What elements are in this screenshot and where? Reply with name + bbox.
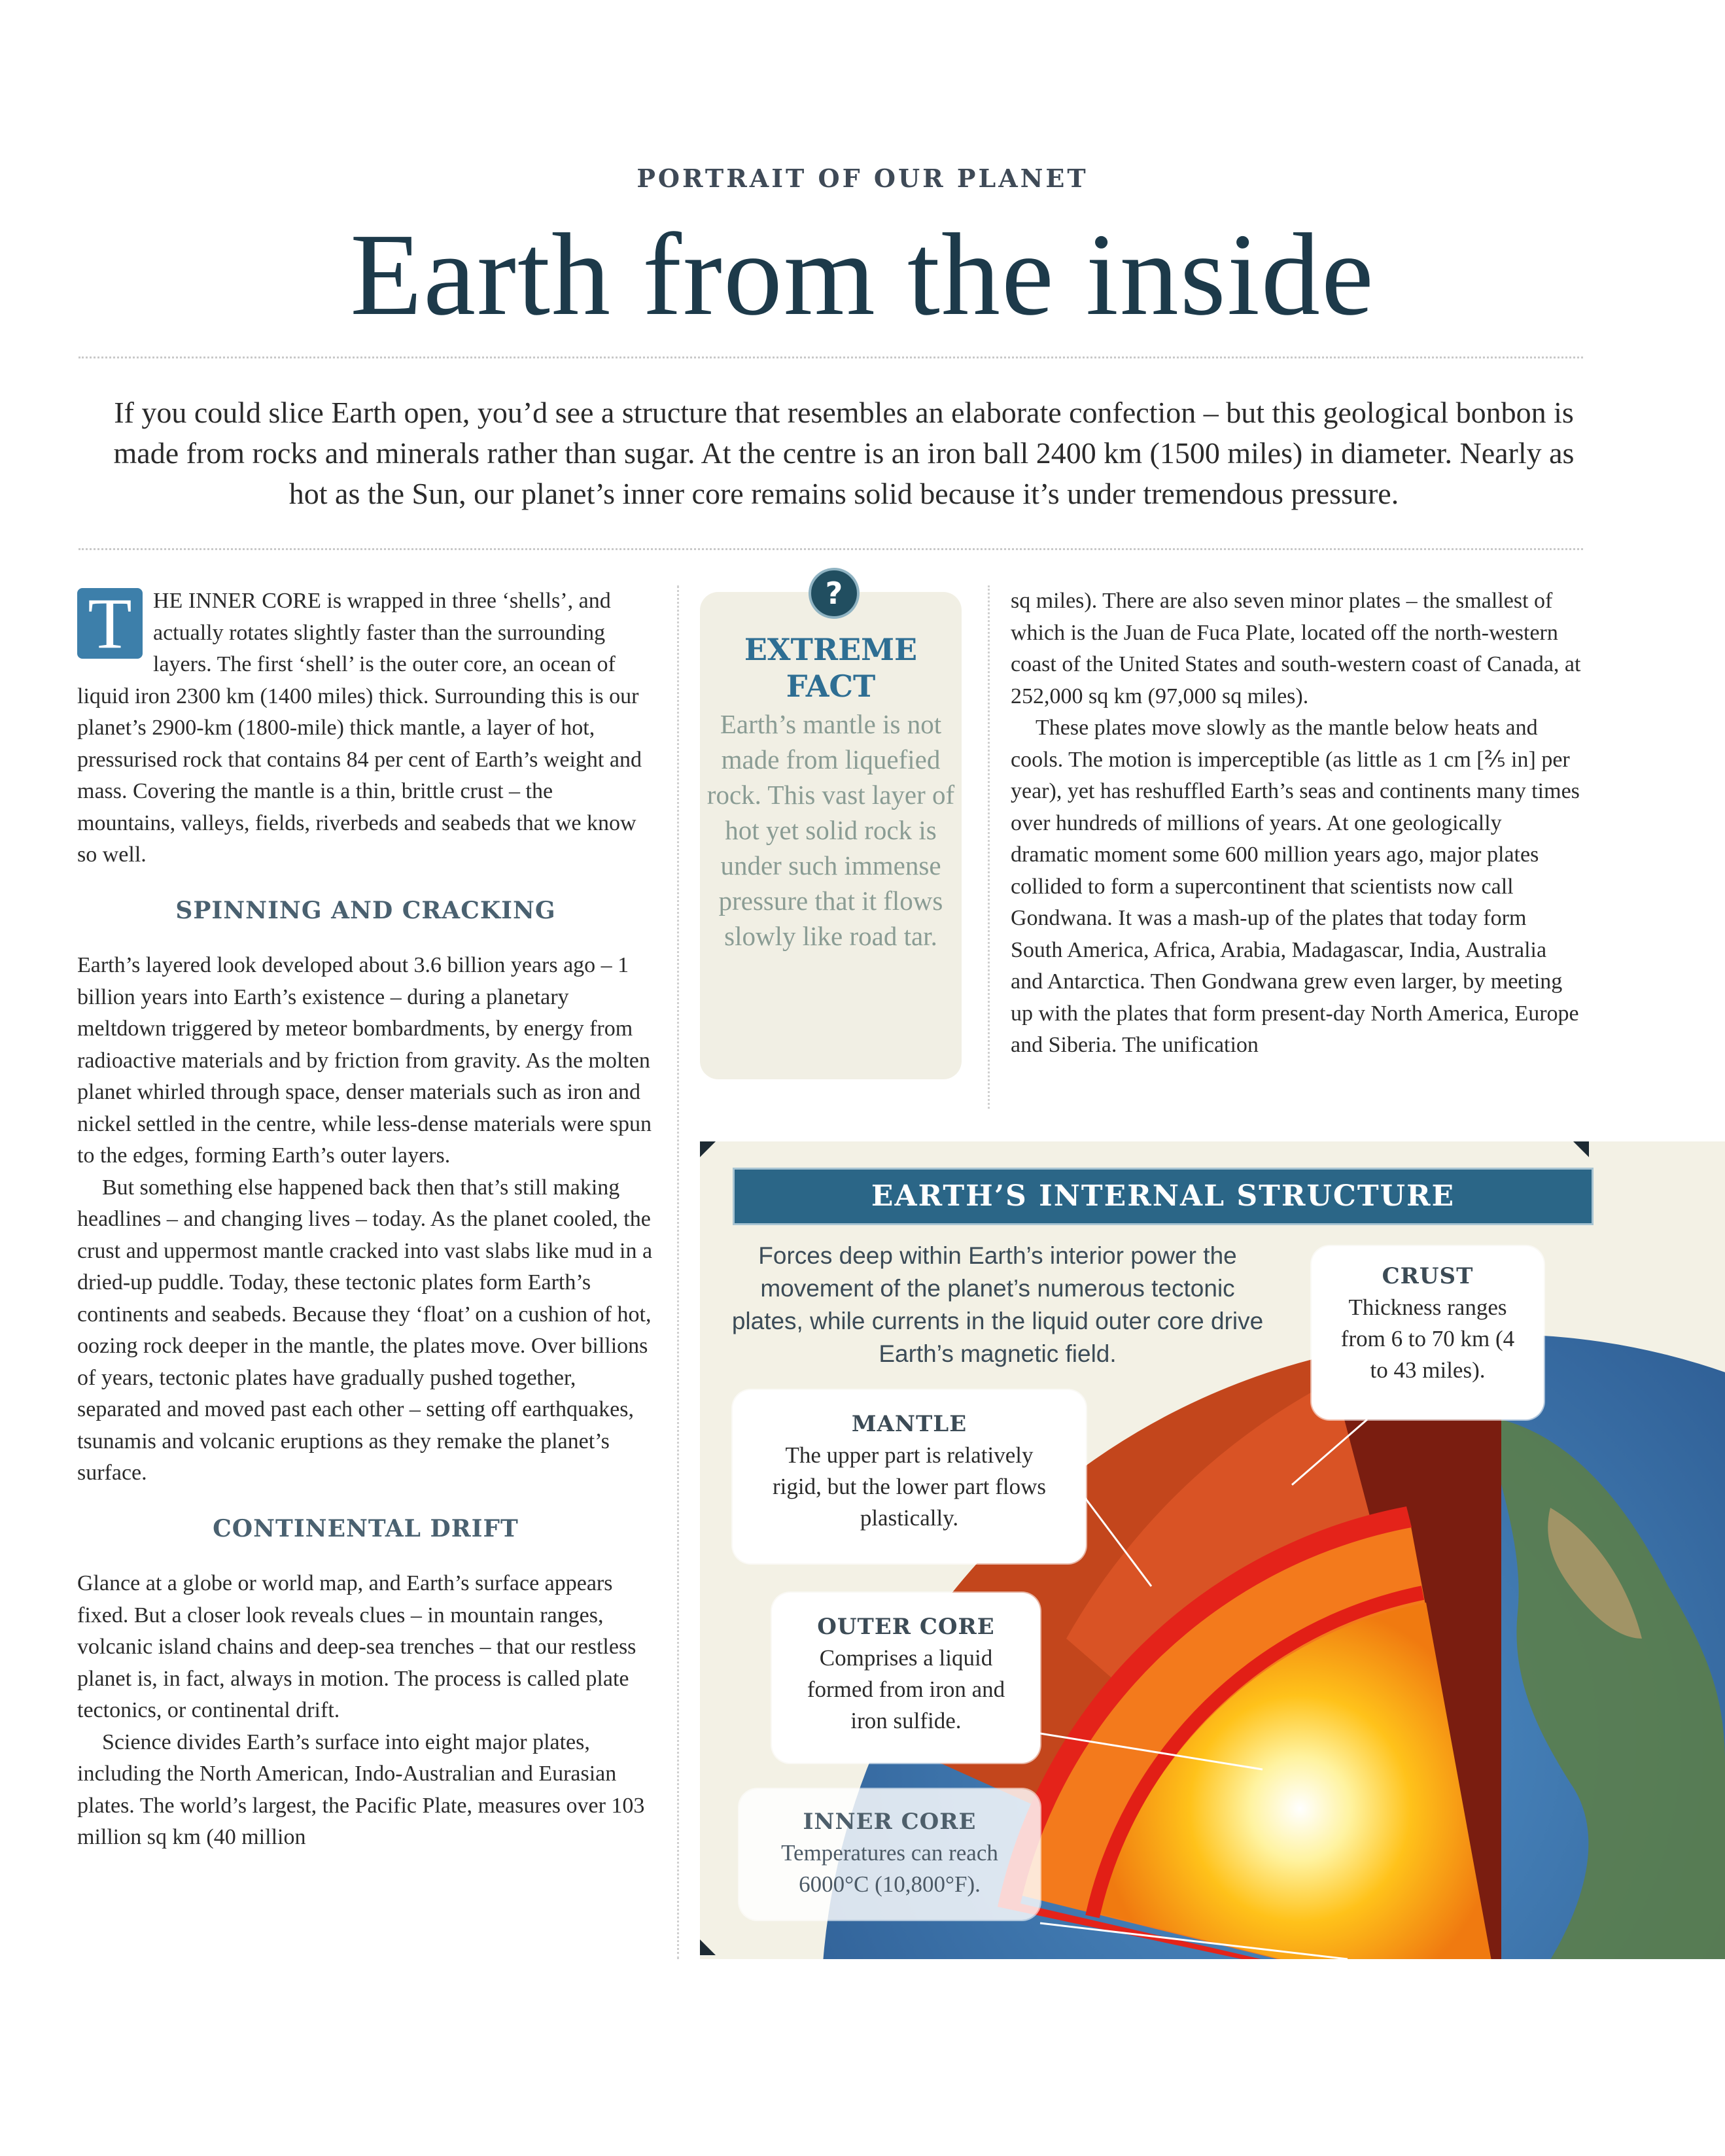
intro-divider xyxy=(78,548,1583,550)
crust-label-body: Thickness ranges from 6 to 70 km (4 to 43 miles). xyxy=(1340,1295,1515,1383)
drop-cap: T xyxy=(77,588,143,659)
column-right xyxy=(1011,585,1583,1062)
extreme-fact-heading: EXTREME FACT xyxy=(744,632,918,704)
section-kicker: PORTRAIT OF OUR PLANET xyxy=(636,164,1089,193)
opening-paragraph xyxy=(77,585,654,871)
crust-label xyxy=(1312,1246,1544,1419)
extreme-fact-text: Earth’s mantle is not made from liquefied rock. This vast layer of hot yet solid rock is under such immense pressure that it flows slowly like road tar. xyxy=(706,709,955,951)
paragraph-globe: Glance at a globe or world map, and Earth’s surface appears fixed. But a closer look reveals clues – in mountain ranges, volcanic island chains and deep-sea trenches – that our restless planet is, in fact, always in motion. The process is called plate tectonics, or continental drift. xyxy=(77,1571,636,1722)
inner-core-label-title: INNER CORE xyxy=(803,1809,977,1835)
intro-paragraph: If you could slice Earth open, you’d see a structure that resembles an elaborate confection – but this geological bonbon is made from rocks and minerals rather than sugar. At the centre is an iron ball 2400 km (1500 miles) in diameter. Nearly as hot as the Sun, our planet’s inner core remains solid because it’s under tremendous pressure. xyxy=(113,396,1575,510)
heading-continental-drift: CONTINENTAL DRIFT xyxy=(213,1514,519,1542)
heading-spinning-and-cracking: SPINNING AND CRACKING xyxy=(175,896,556,924)
paragraph-gondwana: These plates move slowly as the mantle below heats and cools. The motion is imperceptible (as little as 1 cm [⅖ in] per year), yet has reshuffled Earth’s seas and continents many times over hundreds of millions of years. At one geologically dramatic moment some 600 million years ago, major plates collided to form a supercontinent that scientists now call Gondwana. It was a mash-up of the plates that today form South America, Africa, Arabia, Madagascar, India, Australia and Antarctica. Then Gondwana grew even larger, by meeting up with the plates that form present-day North America, Europe and Siberia. The unification xyxy=(1011,716,1580,1057)
paragraph-layered-look: Earth’s layered look developed about 3.6 billion years ago – 1 billion years into Earth’s existence – during a planetary meltdown triggered by meteor bombardments, by energy from radioactive materials and by friction from gravity. As the molten planet whirled through space, denser materials such as iron and nickel settled in the centre, while less-dense materials were spun to the edges, forming Earth’s outer layers. xyxy=(77,953,652,1168)
outer-core-label-title: OUTER CORE xyxy=(817,1614,995,1640)
diagram-title-banner: EARTH’S INTERNAL STRUCTURE xyxy=(733,1168,1594,1225)
mantle-label-title: MANTLE xyxy=(851,1411,967,1437)
page-title: Earth from the inside xyxy=(350,209,1375,339)
question-mark-icon: ? xyxy=(809,568,860,619)
inner-core-label xyxy=(739,1789,1040,1920)
panel-corner-top-right xyxy=(1573,1141,1589,1157)
column-divider-right xyxy=(988,585,990,1109)
opening-text: HE INNER CORE is wrapped in three ‘shells’, and actually rotates slightly faster than the surrounding layers. The first ‘shell’ is the outer core, an ocean of liquid iron 2300 km (1400 miles) thick. Surrounding this is our planet’s 2900-km (1800-mile) thick mantle, a layer of hot, pressurised rock that contains 84 per cent of Earth’s weight and mass. Covering the mantle is a thin, brittle crust – the mountains, valleys, fields, riverbeds and seabeds that we know so well. xyxy=(77,589,642,867)
mantle-label-body: The upper part is relatively rigid, but the lower part flows plastically. xyxy=(773,1442,1046,1531)
inner-core-label-body: Temperatures can reach 6000°C (10,800°F). xyxy=(781,1840,998,1897)
paragraph-major-plates: Science divides Earth’s surface into eight major plates, including the North American, Indo-Australian and Eurasian plates. The world’s largest, the Pacific Plate, measures over 103 million sq km (40 million xyxy=(77,1730,645,1849)
column-left xyxy=(77,585,654,1854)
panel-corner-top-left xyxy=(700,1141,716,1157)
outer-core-label-body: Comprises a liquid formed from iron and iron sulfide. xyxy=(807,1645,1005,1733)
outer-core-label xyxy=(772,1593,1040,1763)
title-divider xyxy=(78,356,1583,358)
panel-corner-bottom-left xyxy=(700,1939,716,1955)
paragraph-minor-plates: sq miles). There are also seven minor plates – the smallest of which is the Juan de Fuca Plate, located off the north-western coast of the United States and south-western coast of Canada, at 252,000 sq km (97,000 sq miles). xyxy=(1011,589,1581,708)
column-divider-left xyxy=(677,585,679,1959)
paragraph-tectonic-origin: But something else happened back then that’s still making headlines – and changing lives – today. As the planet cooled, the crust and uppermost mantle cracked into vast slabs like mud in a dried-up puddle. Today, these tectonic plates form Earth’s continents and seabeds. Because they ‘float’ on a cushion of hot, oozing rock deeper in the mantle, the plates move. Over billions of years, tectonic plates have gradually pushed together, separated and moved past each other – setting off earthquakes, tsunamis and volcanic eruptions as they remake the planet’s surface. xyxy=(77,1175,653,1485)
crust-label-title: CRUST xyxy=(1382,1263,1474,1289)
diagram-lede: Forces deep within Earth’s interior power the movement of the planet’s numerous tectonic plates, while currents in the liquid outer core drive Earth’s magnetic field. xyxy=(731,1242,1264,1367)
mantle-label xyxy=(733,1390,1086,1563)
